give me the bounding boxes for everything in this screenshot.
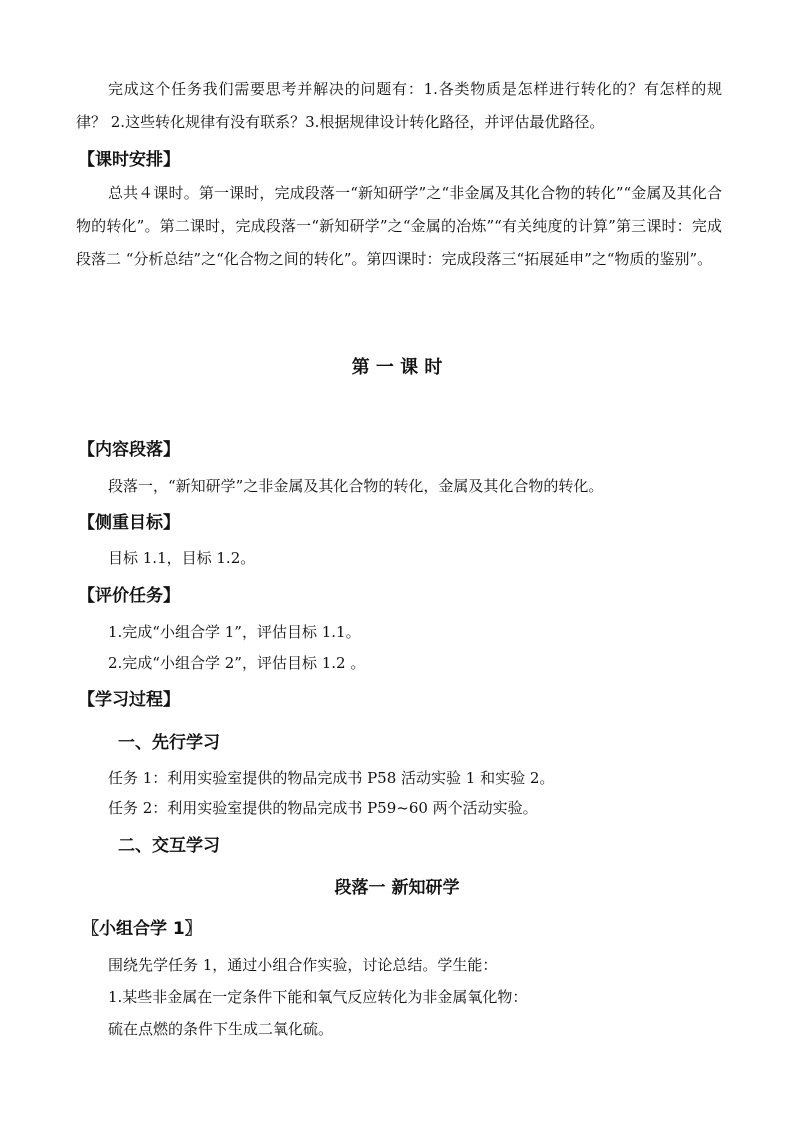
evaluation-item: 2.完成“小组合学 2”，评估目标 1.2 。	[108, 654, 366, 672]
schedule-heading: 【课时安排】	[78, 150, 180, 170]
lesson-title: 第 一 课 时	[351, 357, 443, 378]
schedule-paragraph: 总共４课时。第一课时，完成段落一“新知研学”之“非金属及其化合物的转化”“金属及其化合物的转化”。第二课时，完成段落一“新知研学”之“金属的冶炼”“有关纯度的计算”第三课时：完成段落二 “分析总结”之“化合物之间的转化”。第四课时：完成段落三“拓展延申”之“物质的鉴别”。	[76, 184, 722, 268]
pre-study-heading: 一、先行学习	[118, 733, 220, 753]
group-study-line: 硫在点燃的条件下生成二氧化硫。	[108, 1020, 334, 1038]
pre-study-task: 任务 2：利用实验室提供的物品完成书 P59~60 两个活动实验。	[108, 799, 538, 817]
content-section-heading: 【内容段落】	[78, 440, 180, 460]
paragraph-one-title: 段落一 新知研学	[334, 878, 460, 898]
focus-goals-text: 目标 1.1，目标 1.2。	[108, 549, 256, 567]
group-study-line: 围绕先学任务 1，通过小组合作实验，讨论总结。学生能：	[108, 956, 498, 974]
intro-paragraph: 完成这个任务我们需要思考并解决的问题有：1.各类物质是怎样进行转化的？有怎样的规律？ 2.这些转化规律有没有联系？3.根据规律设计转化路径，并评估最优路径。	[76, 80, 722, 131]
pre-study-task: 任务 1：利用实验室提供的物品完成书 P58 活动实验 1 和实验 2。	[108, 769, 555, 787]
group-study-heading: 〖小组合学 1〗	[82, 919, 202, 939]
process-heading: 【学习过程】	[78, 690, 180, 710]
group-study-line: 1.某些非金属在一定条件下能和氧气反应转化为非金属氧化物：	[108, 988, 528, 1006]
interactive-heading: 二、交互学习	[118, 836, 220, 856]
evaluation-item: 1.完成“小组合学 1”，评估目标 1.1。	[108, 623, 361, 641]
content-section-text: 段落一，“新知研学”之非金属及其化合物的转化，金属及其化合物的转化。	[108, 477, 604, 495]
focus-goals-heading: 【侧重目标】	[78, 513, 180, 533]
evaluation-heading: 【评价任务】	[78, 586, 180, 606]
